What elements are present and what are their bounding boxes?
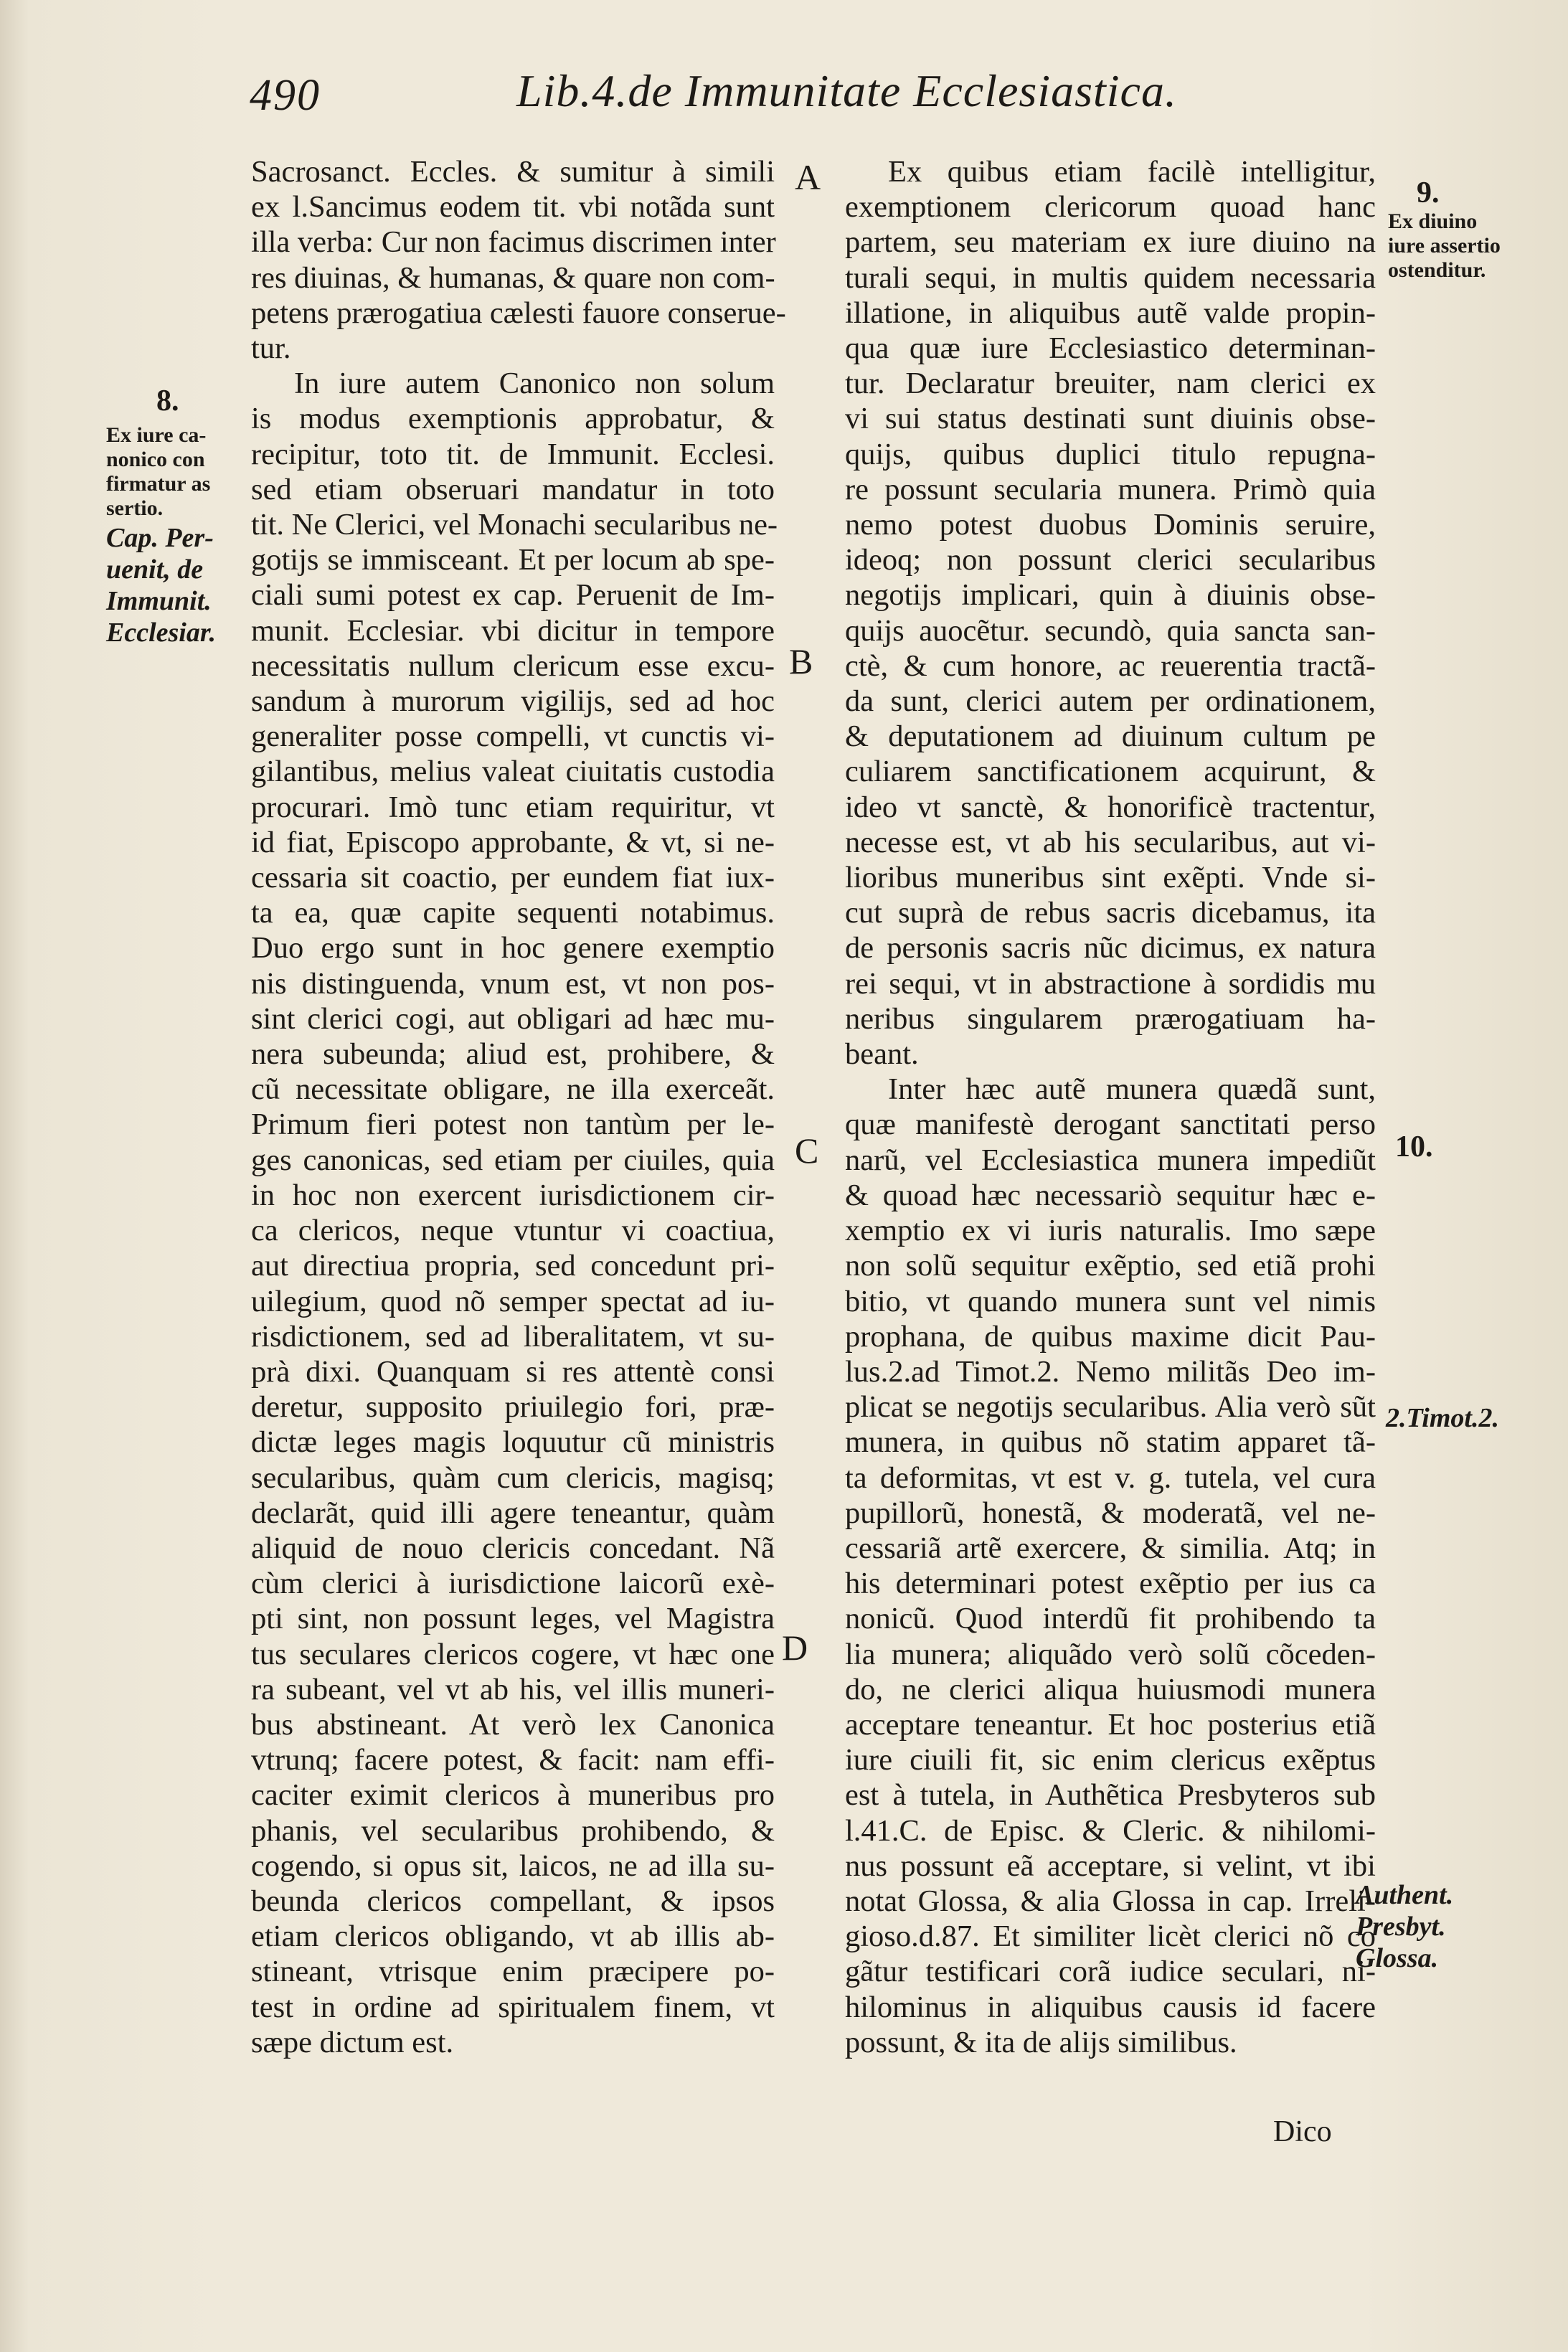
text-line: quijs, quibus duplici titulo repugna- [845,437,1376,471]
text-line: nus possunt eã acceptare, si velint, vt ibi [845,1848,1376,1883]
text-line: quæ manifestè derogant sanctitati perso [845,1107,1376,1142]
text-line: stineant, vtrisque enim præcipere po- [251,1955,775,1989]
text-line: illa verba: Cur non facimus discrimen inter [251,225,776,260]
text-line: iure ciuili fit, sic enim clericus exẽptus [845,1743,1376,1777]
margin-line: sertio. [106,496,164,520]
text-line: aliquid de nouo clericis concedant. Nã [251,1531,775,1565]
text-line: nemo potest duobus Dominis seruire, [845,508,1376,542]
catchword: Dico [1273,2115,1332,2148]
text-line: secularibus, quàm cum clericis, magisq; [251,1460,775,1495]
text-line: turali sequi, in multis quidem necessaria [845,260,1376,295]
text-line: ex l.Sancimus eodem tit. vbi notãda sunt [251,190,775,225]
text-line: lioribus muneribus sint exẽpti. Vnde si- [845,861,1376,895]
text-line: phanis, vel secularibus prohibendo, & [251,1813,775,1848]
margin-line: 2.Timot.2. [1386,1403,1499,1433]
text-line: acceptare teneantur. Et hoc posterius etiã [845,1707,1376,1742]
text-line: res diuinas, & humanas, & quare non com- [251,260,775,295]
text-line: sed etiam obseruari mandatur in toto [251,472,775,506]
text-line: rei sequi, vt in abstractione à sordidis mu [845,966,1376,1001]
text-line: Sacrosanct. Eccles. & sumitur à simili [251,155,775,189]
text-line: generaliter posse compelli, vt cunctis vi- [251,719,775,754]
text-line: gotijs se immisceant. Et per locum ab spe- [251,543,775,577]
text-line: risdictionem, sed ad liberalitatem, vt su- [251,1319,775,1354]
left-margin-note-8 [106,423,210,521]
margin-line: Glossa. [1356,1943,1439,1973]
text-line: qua quæ iure Ecclesiastico determinan- [845,331,1376,366]
text-line: deretur, supposito priuilegio fori, præ- [251,1390,775,1425]
text-line: notat Glossa, & alia Glossa in cap. Irreli- [845,1884,1376,1918]
text-line: pupillorũ, honestã, & moderatã, vel ne- [845,1496,1376,1530]
text-line: id fiat, Episcopo approbante, & vt, si ne- [251,825,775,859]
text-line: gioso.d.87. Et similiter licèt clerici nõ co [845,1919,1376,1954]
text-line: plicat se negotijs secularibus. Alia verò sũt [845,1390,1376,1425]
margin-line: Immunit. [106,586,212,616]
text-line: bus abstineant. At verò lex Canonica [251,1707,775,1742]
text-line: cessariã artẽ exercere, & similia. Atq; in [845,1531,1376,1565]
section-letter-c: C [795,1130,819,1171]
text-line: neribus singularem prærogatiuam ha- [845,1001,1376,1036]
text-line: ra subeant, vel vt ab his, vel illis muneri- [251,1672,775,1706]
text-line: munit. Ecclesiar. vbi dicitur in tempore [251,613,775,648]
text-line: l.41.C. de Episc. & Cleric. & nihilomi- [845,1813,1376,1848]
text-line: prophana, de quibus maxime dicit Pau- [845,1319,1376,1354]
right-margin-timot-ref [1386,1402,1499,1434]
margin-line: Ecclesiar. [106,618,217,648]
text-line: his determinari potest exẽptio per ius ca [845,1567,1376,1601]
text-line: lus.2.ad Timot.2. Nemo militãs Deo im- [845,1354,1376,1389]
text-line: lia munera; aliquãdo verò solũ cõceden- [845,1637,1376,1671]
text-line: cessaria sit coactio, per eundem fiat iux- [251,861,775,895]
text-line: de personis sacris nũc dicimus, ex natura [845,931,1376,965]
margin-line: Presbyt. [1356,1912,1446,1942]
text-line: prà dixi. Quanquam si res attentè consi [251,1354,775,1389]
text-line: In iure autem Canonico non solum [294,367,775,401]
page-header [0,65,1568,129]
right-text-column [845,154,1376,2060]
text-line: dictæ leges magis loquutur cũ ministris [251,1425,775,1460]
left-margin-reference [106,522,216,648]
text-line: tur. [251,331,291,366]
text-line: culiarem sanctificationem acquirunt, & [845,755,1376,789]
section-letter-b: B [789,641,813,681]
text-line: test in ordine ad spiritualem finem, vt [251,1990,775,2024]
text-line: do, ne clerici aliqua huiusmodi munera [845,1672,1376,1706]
text-line: petens prærogatiua cælesti fauore conserue- [251,296,786,330]
section-letter-a: A [795,157,821,197]
text-line: non solũ sequitur exẽptio, sed etiã prohi [845,1249,1376,1283]
text-line: tit. Ne Clerici, vel Monachi secularibus ne- [251,508,778,542]
text-line: da sunt, clerici autem per ordinationem, [845,684,1376,719]
margin-line: nonico con [106,448,205,471]
text-line: ciali sumi potest ex cap. Peruenit de Im- [251,578,775,613]
section-letter-d: D [782,1628,808,1668]
text-line: narũ, vel Ecclesiastica munera impediũt [845,1143,1376,1177]
text-line: ideo vt sanctè, & honorificè tractentur, [845,790,1376,824]
text-line: beant. [845,1037,919,1072]
text-line: nera subeunda; aliud est, prohibere, & [251,1037,775,1072]
text-line: ta ea, quæ capite sequenti notabimus. [251,896,775,930]
text-line: ges canonicas, sed etiam per ciuiles, quia [251,1143,775,1177]
left-margin-number-8: 8. [156,384,179,417]
text-line: ideoq; non possunt clerici secularibus [845,543,1376,577]
text-line: partem, seu materiam ex iure diuino na [845,225,1376,260]
text-line: in hoc non exercent iurisdictionem cir- [251,1178,775,1212]
text-line: recipitur, toto tit. de Immunit. Ecclesi. [251,437,775,471]
running-title: Lib.4.de Immunitate Ecclesiastica. [516,65,1177,116]
text-line: sint clerici cogi, aut obligari ad hæc mu- [251,1001,775,1036]
text-line: is modus exemptionis approbatur, & [251,402,775,436]
text-line: ctè, & cum honore, ac reuerentia tractã- [845,648,1376,683]
text-line: possunt, & ita de alijs similibus. [845,2025,1237,2059]
right-margin-number-9: 9. [1417,176,1440,209]
text-line: illatione, in aliquibus autẽ valde propin- [845,296,1376,330]
text-line: uilegium, quod nõ semper spectat ad iu- [251,1284,775,1318]
text-line: tur. Declaratur breuiter, nam clerici ex [845,367,1376,401]
left-text-column [251,154,786,2060]
text-line: nis distinguenda, vnum est, vt non pos- [251,966,775,1001]
margin-line: firmatur as [106,472,211,496]
text-line: aut directiua propria, sed concedunt pri- [251,1249,775,1283]
text-line: & quoad hæc necessariò sequitur hæc e- [845,1178,1376,1212]
text-line: quijs auocẽtur. secundò, quia sancta san- [845,613,1376,648]
text-line: bitio, vt quando munera sunt vel nimis [845,1284,1376,1318]
text-line: beunda clericos compellant, & ipsos [251,1884,775,1918]
text-line: declarãt, quid illi agere teneantur, quàm [251,1496,775,1530]
text-line: gãtur testificari corã iudice seculari, ni- [845,1955,1376,1989]
text-line: re possunt secularia munera. Primò quia [845,472,1376,506]
margin-line: iure assertio [1388,234,1501,258]
page-number: 490 [250,71,321,120]
right-margin-number-10: 10. [1395,1130,1433,1163]
text-line: xemptio ex vi iuris naturalis. Imo sæpe [845,1214,1376,1248]
text-line: gilantibus, melius valeat ciuitatis custodia [251,755,775,789]
margin-line: Cap. Per- [106,523,214,553]
text-line: munera, in quibus nõ statim apparet tã- [845,1425,1376,1460]
text-line: etiam clericos obligando, vt ab illis ab- [251,1919,775,1954]
text-line: exemptionem clericorum quoad hanc [845,190,1376,225]
margin-line: Ex diuino [1388,209,1478,233]
text-line: sæpe dictum est. [251,2025,454,2059]
text-line: sandum à murorum vigilijs, sed ad hoc [251,684,775,719]
text-line: cogendo, si opus sit, laicos, ne ad illa su- [251,1848,775,1883]
text-line: pti sint, non possunt leges, vel Magistra [251,1602,775,1636]
margin-line: ostenditur. [1388,258,1486,282]
text-line: caciter eximit clericos à muneribus pro [251,1778,775,1813]
text-line: cũ necessitate obligare, ne illa exerceãt. [251,1072,775,1107]
margin-line: Authent. [1356,1880,1454,1910]
text-line: vi sui status destinati sunt diuinis obse- [845,402,1376,436]
text-line: negotijs implicari, quin à diuinis obse- [845,578,1376,613]
text-line: Duo ergo sunt in hoc genere exemptio [251,931,775,965]
text-line: procurari. Imò tunc etiam requiritur, vt [251,790,775,824]
text-line: Inter hæc autẽ munera quædã sunt, [888,1072,1376,1107]
text-line: hilominus in aliquibus causis id facere [845,1990,1376,2024]
text-line: cut suprà de rebus sacris dicebamus, ita [845,896,1376,930]
text-line: tus seculares clericos cogere, vt hæc one [251,1637,775,1671]
text-line: necesse est, vt ab his secularibus, aut vi- [845,825,1376,859]
margin-line: uenit, de [106,554,204,585]
text-line: ta deformitas, vt est v. g. tutela, vel cura [845,1460,1376,1495]
text-line: est à tutela, in Authẽtica Presbyteros sub [845,1778,1376,1813]
margin-line: Ex iure ca- [106,423,207,447]
text-line: nonicũ. Quod interdũ fit prohibendo ta [845,1602,1376,1636]
text-line: Ex quibus etiam facilè intelligitur, [888,155,1376,189]
text-line: cùm clerici à iurisdictione laicorũ exè- [251,1567,775,1601]
text-line: necessitatis nullum clericum esse excu- [251,648,775,683]
text-line: ca clericos, neque vtuntur vi coactiua, [251,1214,775,1248]
right-margin-note-9 [1388,209,1501,283]
text-line: & deputationem ad diuinum cultum pe [845,719,1376,754]
text-line: vtrunq; facere potest, & facit: nam effi- [251,1743,775,1777]
text-line: Primum fieri potest non tantùm per le- [251,1107,775,1142]
